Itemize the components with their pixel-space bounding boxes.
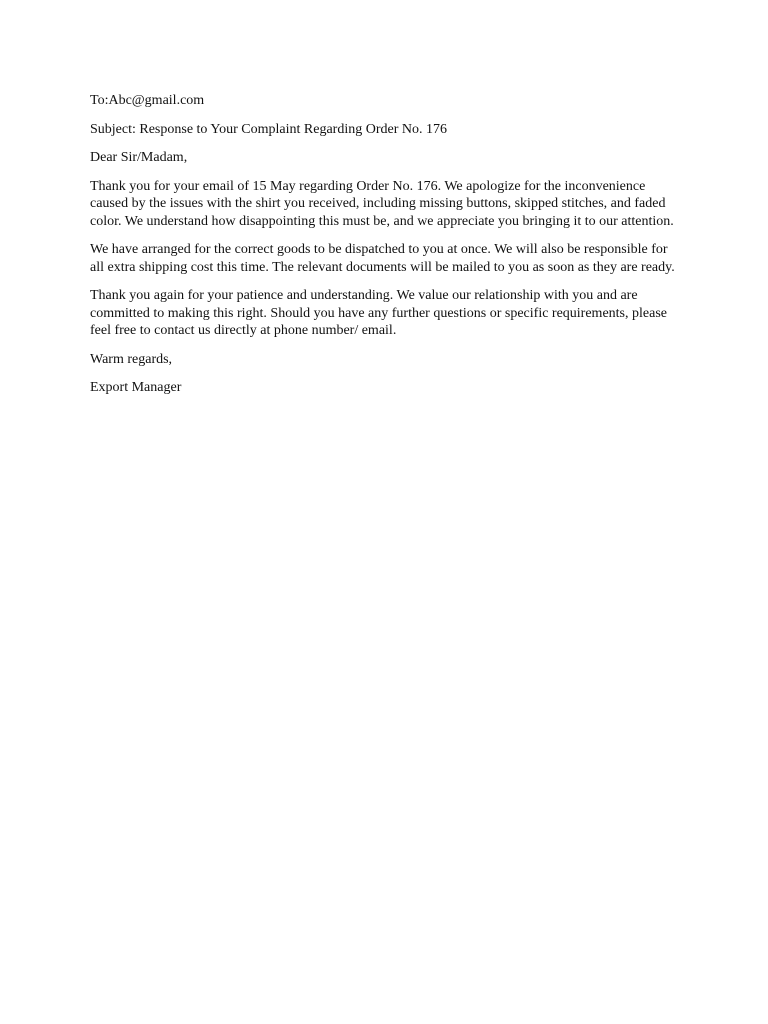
closing: Warm regards,: [90, 351, 173, 367]
paragraph-apology: Thank you for your email of 15 May regarding Order No. 176. We apologize for the inconvenience caused by the issues with the shirt you received, including missing buttons, skipped stitches, and faded color. We understand how disappointing this must be, and we appreciate you bringing it to our attention.: [90, 178, 674, 229]
recipient-line: To:Abc@gmail.com: [90, 93, 205, 108]
signature: Export Manager: [90, 380, 182, 395]
subject-line: Subject: Response to Your Complaint Regarding Order No. 176: [90, 121, 447, 137]
salutation: Dear Sir/Madam,: [90, 150, 188, 165]
paragraph-resolution: We have arranged for the correct goods to be dispatched to you at once. We will also be responsible for all extra shipping cost this time. The relevant documents will be mailed to you as soon as they are ready.: [90, 242, 675, 275]
paragraph-thanks: Thank you again for your patience and understanding. We value our relationship with you and are committed to making this right. Should you have any further questions or specific requirements, please feel free to contact us directly at phone number/ email.: [90, 288, 667, 338]
letter-body: [90, 92, 682, 408]
